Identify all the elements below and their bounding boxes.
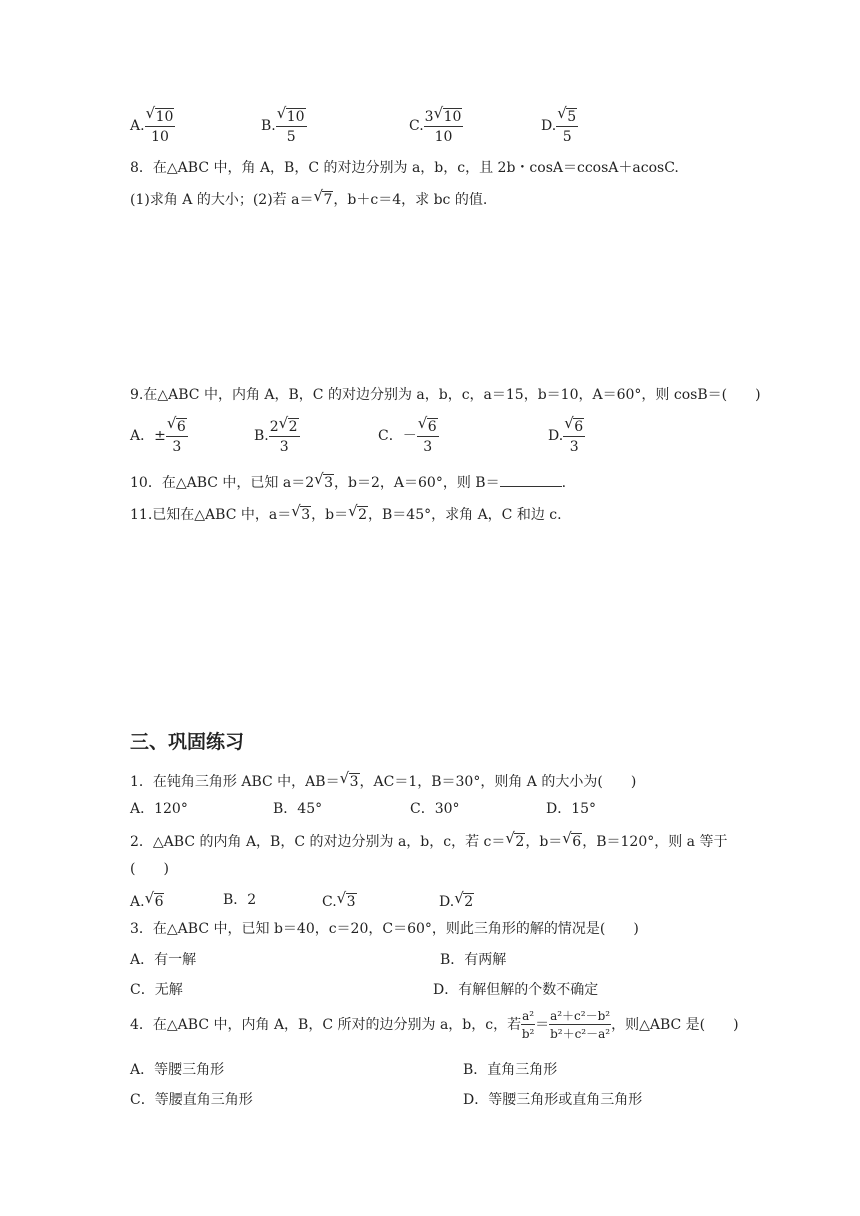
fraction <box>145 104 176 145</box>
radicand: 2 <box>358 507 368 523</box>
radicand: 2 <box>288 419 298 435</box>
option-label: B. <box>254 428 269 444</box>
p2-option-d <box>439 889 474 910</box>
option-a <box>130 104 175 145</box>
fraction <box>521 1010 535 1040</box>
coef: 3 <box>424 109 434 125</box>
radicand: 3 <box>324 475 334 491</box>
sqrt: √ 6 <box>562 829 582 850</box>
question-8-line2 <box>130 187 488 208</box>
sqrt: √ 6 <box>417 414 437 435</box>
coef: 2 <box>269 419 279 435</box>
text: (1)求角 A 的大小；(2)若 a＝ <box>130 192 314 208</box>
fraction <box>563 414 585 455</box>
sqrt: √ 7 <box>313 187 333 208</box>
sqrt: √ 2 <box>278 414 298 435</box>
radicand: 10 <box>155 109 174 125</box>
q9-option-b <box>254 414 300 455</box>
text: 3．在△ABC 中，已知 b＝40，c＝20，C＝60°，则此三角形的解的情况是( <box>130 921 606 937</box>
question-8-line1: 8．在△ABC 中，角 A，B，C 的对边分别为 a，b，c，且 2b・cosA＝ccosA＋acosC. <box>130 160 679 176</box>
text: ＝ <box>535 1017 550 1033</box>
fraction <box>166 414 188 455</box>
p1-option-a: A．120° <box>130 801 188 817</box>
text: ，B＝45°，求角 A，C 和边 c. <box>368 507 562 523</box>
radicand: 6 <box>176 419 186 435</box>
text: ) <box>733 1017 739 1033</box>
p2-option-a <box>130 889 164 910</box>
option-b <box>261 104 307 145</box>
p4-option-d: D．等腰三角形或直角三角形 <box>463 1092 643 1108</box>
radicand: 6 <box>154 894 164 910</box>
text: ，AC＝1，B＝30°，则角 A 的大小为( <box>359 774 603 790</box>
practice-2-stem <box>130 829 728 850</box>
p3-option-d: D．有解但解的个数不确定 <box>433 982 599 998</box>
practice-1-stem <box>130 769 637 790</box>
fraction <box>424 104 464 145</box>
answer-blank <box>500 474 562 487</box>
denominator: 5 <box>286 129 296 145</box>
text: ，b＋c＝4，求 bc 的值. <box>333 192 488 208</box>
p3-option-a: A．有一解 <box>130 952 197 968</box>
sqrt: √ 3 <box>336 889 356 910</box>
p1-option-b: B．45° <box>273 801 323 817</box>
option-label: A. <box>130 118 145 134</box>
radicand: 3 <box>346 894 356 910</box>
p1-option-d: D．15° <box>546 801 597 817</box>
radicand: 10 <box>286 109 305 125</box>
question-10 <box>130 470 567 491</box>
p2-option-c <box>322 889 357 910</box>
sqrt: √ 10 <box>276 104 305 125</box>
text: ) <box>163 861 169 877</box>
sqrt: √ 6 <box>144 889 164 910</box>
text: ) <box>630 774 637 790</box>
text: ) <box>755 387 761 403</box>
fraction <box>417 414 439 455</box>
option-d <box>541 104 578 145</box>
text: . <box>561 475 567 491</box>
radicand: 6 <box>427 419 437 435</box>
text: 4．在△ABC 中，内角 A，B，C 所对的边分别为 a，b，c，若 <box>130 1017 522 1033</box>
section-heading: 三、巩固练习 <box>130 731 245 753</box>
text: ，b＝ <box>311 507 349 523</box>
option-label: D. <box>548 428 564 444</box>
text: 1．在钝角三角形 ABC 中，AB＝ <box>130 774 340 790</box>
option-label: C．－ <box>378 428 417 444</box>
text: 9.在△ABC 中，内角 A，B，C 的对边分别为 a，b，c，a＝15，b＝10，A＝60°，则 cosB＝( <box>130 387 728 403</box>
option-label: A. <box>130 894 145 910</box>
practice-2-paren <box>130 862 169 876</box>
p3-option-b: B．有两解 <box>440 952 507 968</box>
text: 2．△ABC 的内角 A，B，C 的对边分别为 a，b，c，若 c＝ <box>130 834 506 850</box>
radicand: 7 <box>323 192 333 208</box>
denominator: 3 <box>569 439 579 455</box>
numerator: a² <box>522 1009 535 1023</box>
text: ，B＝120°，则 a 等于 <box>582 834 728 850</box>
sqrt: √ 2 <box>454 889 474 910</box>
fraction <box>556 104 578 145</box>
sqrt: √ 3 <box>339 769 359 790</box>
fraction <box>276 104 307 145</box>
sqrt: √ 5 <box>557 104 577 125</box>
denominator: b²＋c²－a² <box>550 1027 611 1041</box>
denominator: 10 <box>434 129 453 145</box>
radicand: 3 <box>349 774 359 790</box>
p3-option-c: C．无解 <box>130 982 183 998</box>
sqrt: √ 3 <box>314 470 334 491</box>
denominator: 3 <box>423 439 433 455</box>
radicand: 2 <box>515 834 525 850</box>
option-label: A．± <box>130 428 166 444</box>
text: ( <box>130 861 136 877</box>
sqrt: √ 2 <box>348 502 368 523</box>
text: ) <box>633 921 639 937</box>
practice-3-stem <box>130 922 639 936</box>
radicand: 6 <box>574 419 584 435</box>
question-9-stem <box>130 388 761 402</box>
radicand: 5 <box>567 109 577 125</box>
radicand: 6 <box>572 834 582 850</box>
option-label: C. <box>322 894 337 910</box>
q9-option-a <box>130 414 188 455</box>
sqrt: √ 10 <box>145 104 174 125</box>
denominator: 10 <box>151 129 169 145</box>
option-label: D. <box>439 894 455 910</box>
sqrt: √ 2 <box>505 829 525 850</box>
q9-option-d <box>548 414 585 455</box>
option-label: C. <box>409 118 424 134</box>
denominator: 5 <box>562 129 572 145</box>
p4-option-c: C．等腰直角三角形 <box>130 1092 253 1108</box>
text: 11.已知在△ABC 中，a＝ <box>130 507 292 523</box>
q9-option-c <box>378 414 439 455</box>
p2-option-b: B．2 <box>223 892 257 908</box>
sqrt: √ 6 <box>166 414 186 435</box>
fraction <box>549 1010 611 1040</box>
p1-option-c: C．30° <box>410 801 460 817</box>
fraction <box>269 414 300 455</box>
p4-option-a: A．等腰三角形 <box>130 1062 225 1078</box>
text: ，则△ABC 是( <box>611 1017 706 1033</box>
denominator: b² <box>521 1027 535 1041</box>
option-label: D. <box>541 118 557 134</box>
text: 10．在△ABC 中，已知 a＝2 <box>130 475 315 491</box>
question-11 <box>130 502 562 523</box>
denominator: 3 <box>279 439 289 455</box>
option-label: B. <box>261 118 276 134</box>
numerator: a²＋c²－b² <box>550 1009 611 1023</box>
sqrt: √ 6 <box>564 414 584 435</box>
denominator: 3 <box>172 439 182 455</box>
radicand: 10 <box>443 109 462 125</box>
text: ，b＝ <box>525 834 563 850</box>
radicand: 2 <box>464 894 474 910</box>
sqrt: √ 3 <box>291 502 311 523</box>
practice-4-stem <box>130 1010 739 1040</box>
option-c <box>409 104 463 145</box>
sqrt: √ 10 <box>433 104 462 125</box>
text: ，b＝2，A＝60°，则 B＝ <box>334 475 500 491</box>
p4-option-b: B．直角三角形 <box>463 1062 558 1078</box>
radicand: 3 <box>301 507 311 523</box>
